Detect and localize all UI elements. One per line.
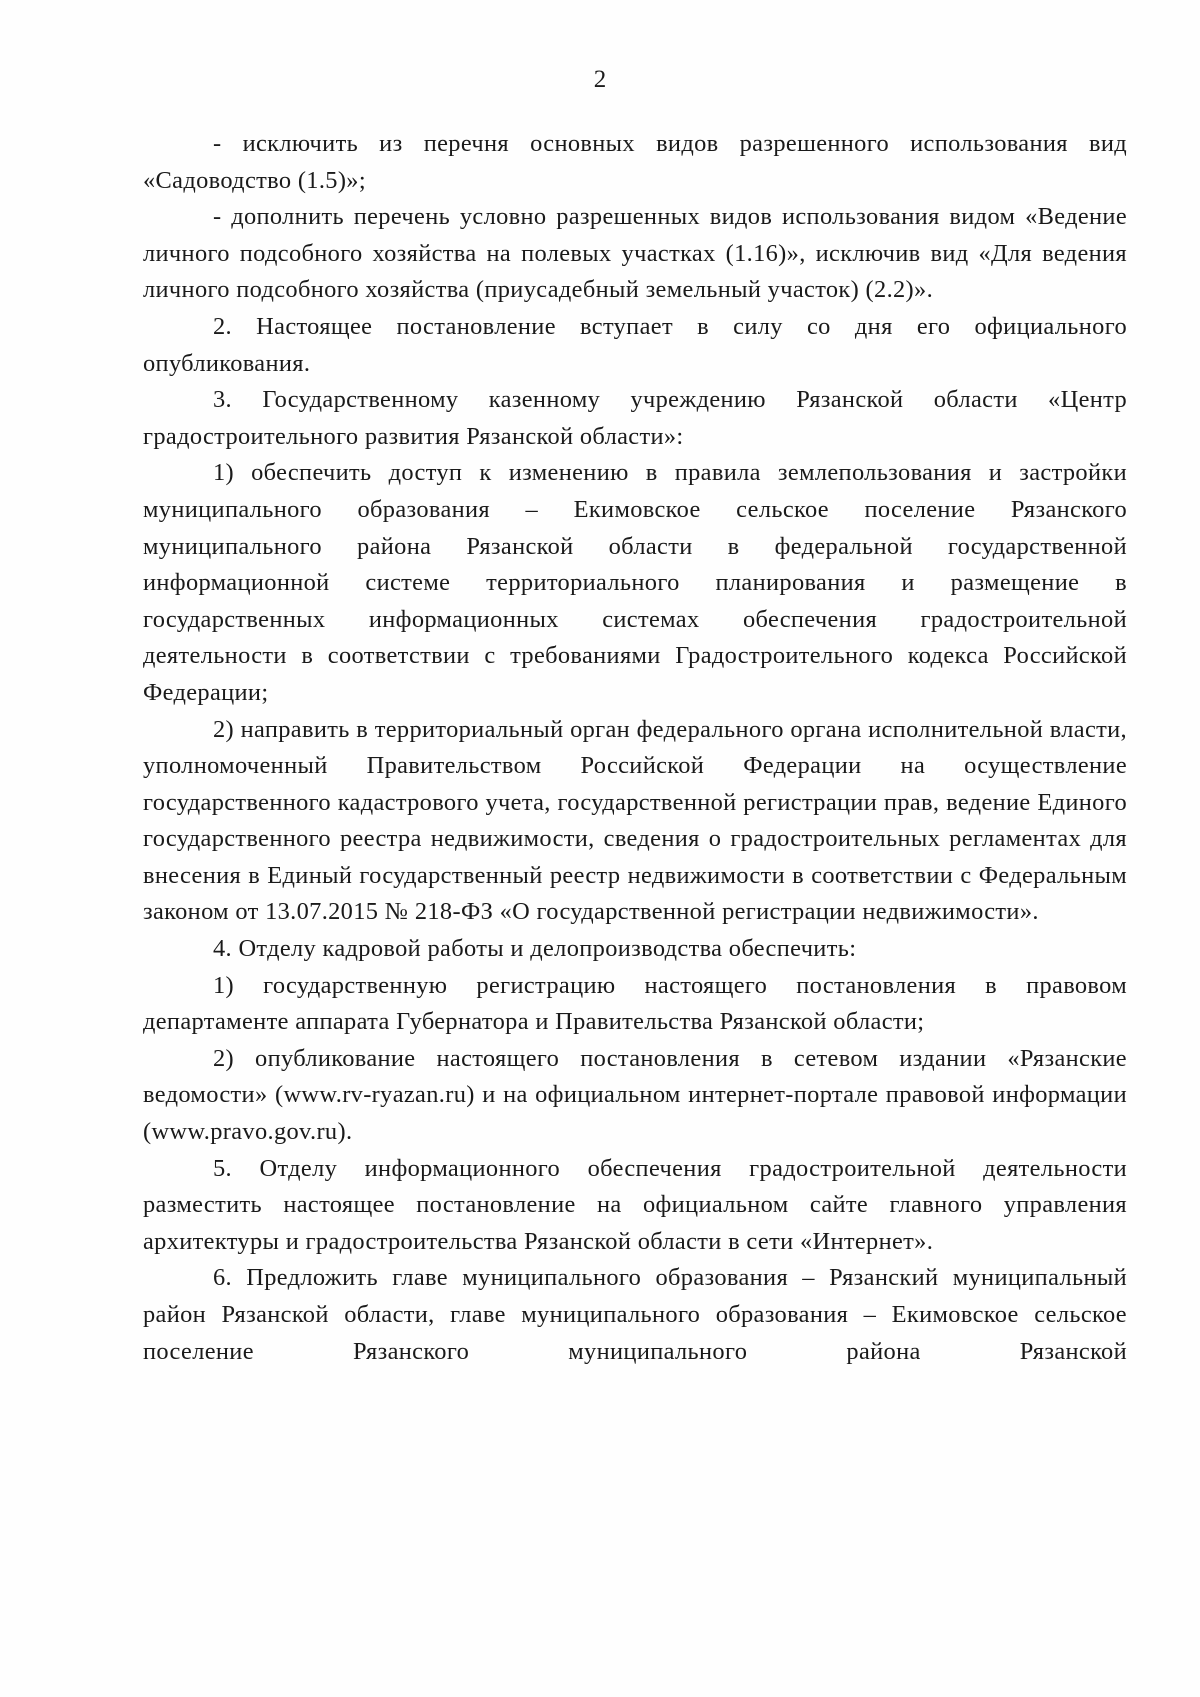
paragraph-exclude-gardening: - исключить из перечня основных видов разрешенного использования вид «Садоводство (1.5)»; xyxy=(143,130,1127,194)
paragraph-add-conditional-use: - дополнить перечень условно разрешенных видов использования видом «Ведение личного подсобного хозяйства на полевых участках (1.16)», исключив вид «Для ведения личного подсобного хозяйства (приусадебный земельный участок) (2.2)». xyxy=(143,203,1127,304)
page-number: 2 xyxy=(593,66,607,93)
paragraph-item-4-1: 1) государственную регистрацию настоящего постановления в правовом департаменте аппарата Губернатора и Правительства Рязанской области; xyxy=(143,971,1127,1036)
paragraph-item-5: 5. Отделу информационного обеспечения градостроительной деятельности разместить настоящее постановление на официальном сайте главного управления архитектуры и градостроительства Рязанской области в сети «Интернет». xyxy=(143,1154,1127,1255)
paragraph-item-6: 6. Предложить главе муниципального образования – Рязанский муниципальный район Рязанской области, главе муниципального образования – Екимовское сельское поселение Рязанского муниципального района Рязанской xyxy=(143,1264,1127,1365)
paragraph-item-3-1: 1) обеспечить доступ к изменению в правила землепользования и застройки муниципального образования – Екимовское сельское поселение Рязанского муниципального района Рязанской области в федеральной государственной информационной системе территориального планирования и размещение в государственных информационных системах обеспечения градостроительной деятельности в соответствии с требованиями Градостроительного кодекса Российской Федерации; xyxy=(143,459,1127,706)
document-body xyxy=(143,126,1127,1370)
paragraph-item-2: 2. Настоящее постановление вступает в силу со дня его официального опубликования. xyxy=(143,312,1127,377)
paragraph-item-3: 3. Государственному казенному учреждению Рязанской области «Центр градостроительного развития Рязанской области»: xyxy=(143,386,1127,450)
paragraph-item-3-2: 2) направить в территориальный орган федерального органа исполнительной власти, уполномоченный Правительством Российской Федерации на осуществление государственного кадастрового учета, государственной регистрации прав, ведение Единого государственного реестра недвижимости, сведения о градостроительных регламентах для внесения в Единый государственный реестр недвижимости в соответствии с Федеральным законом от 13.07.2015 № 218-ФЗ «О государственной регистрации недвижимости». xyxy=(143,715,1127,926)
paragraph-item-4-2: 2) опубликование настоящего постановления в сетевом издании «Рязанские ведомости» (www.rv-ryazan.ru) и на официальном интернет-портале правовой информации (www.pravo.gov.ru). xyxy=(143,1044,1127,1146)
paragraph-item-4: 4. Отделу кадровой работы и делопроизводства обеспечить: xyxy=(213,935,857,963)
